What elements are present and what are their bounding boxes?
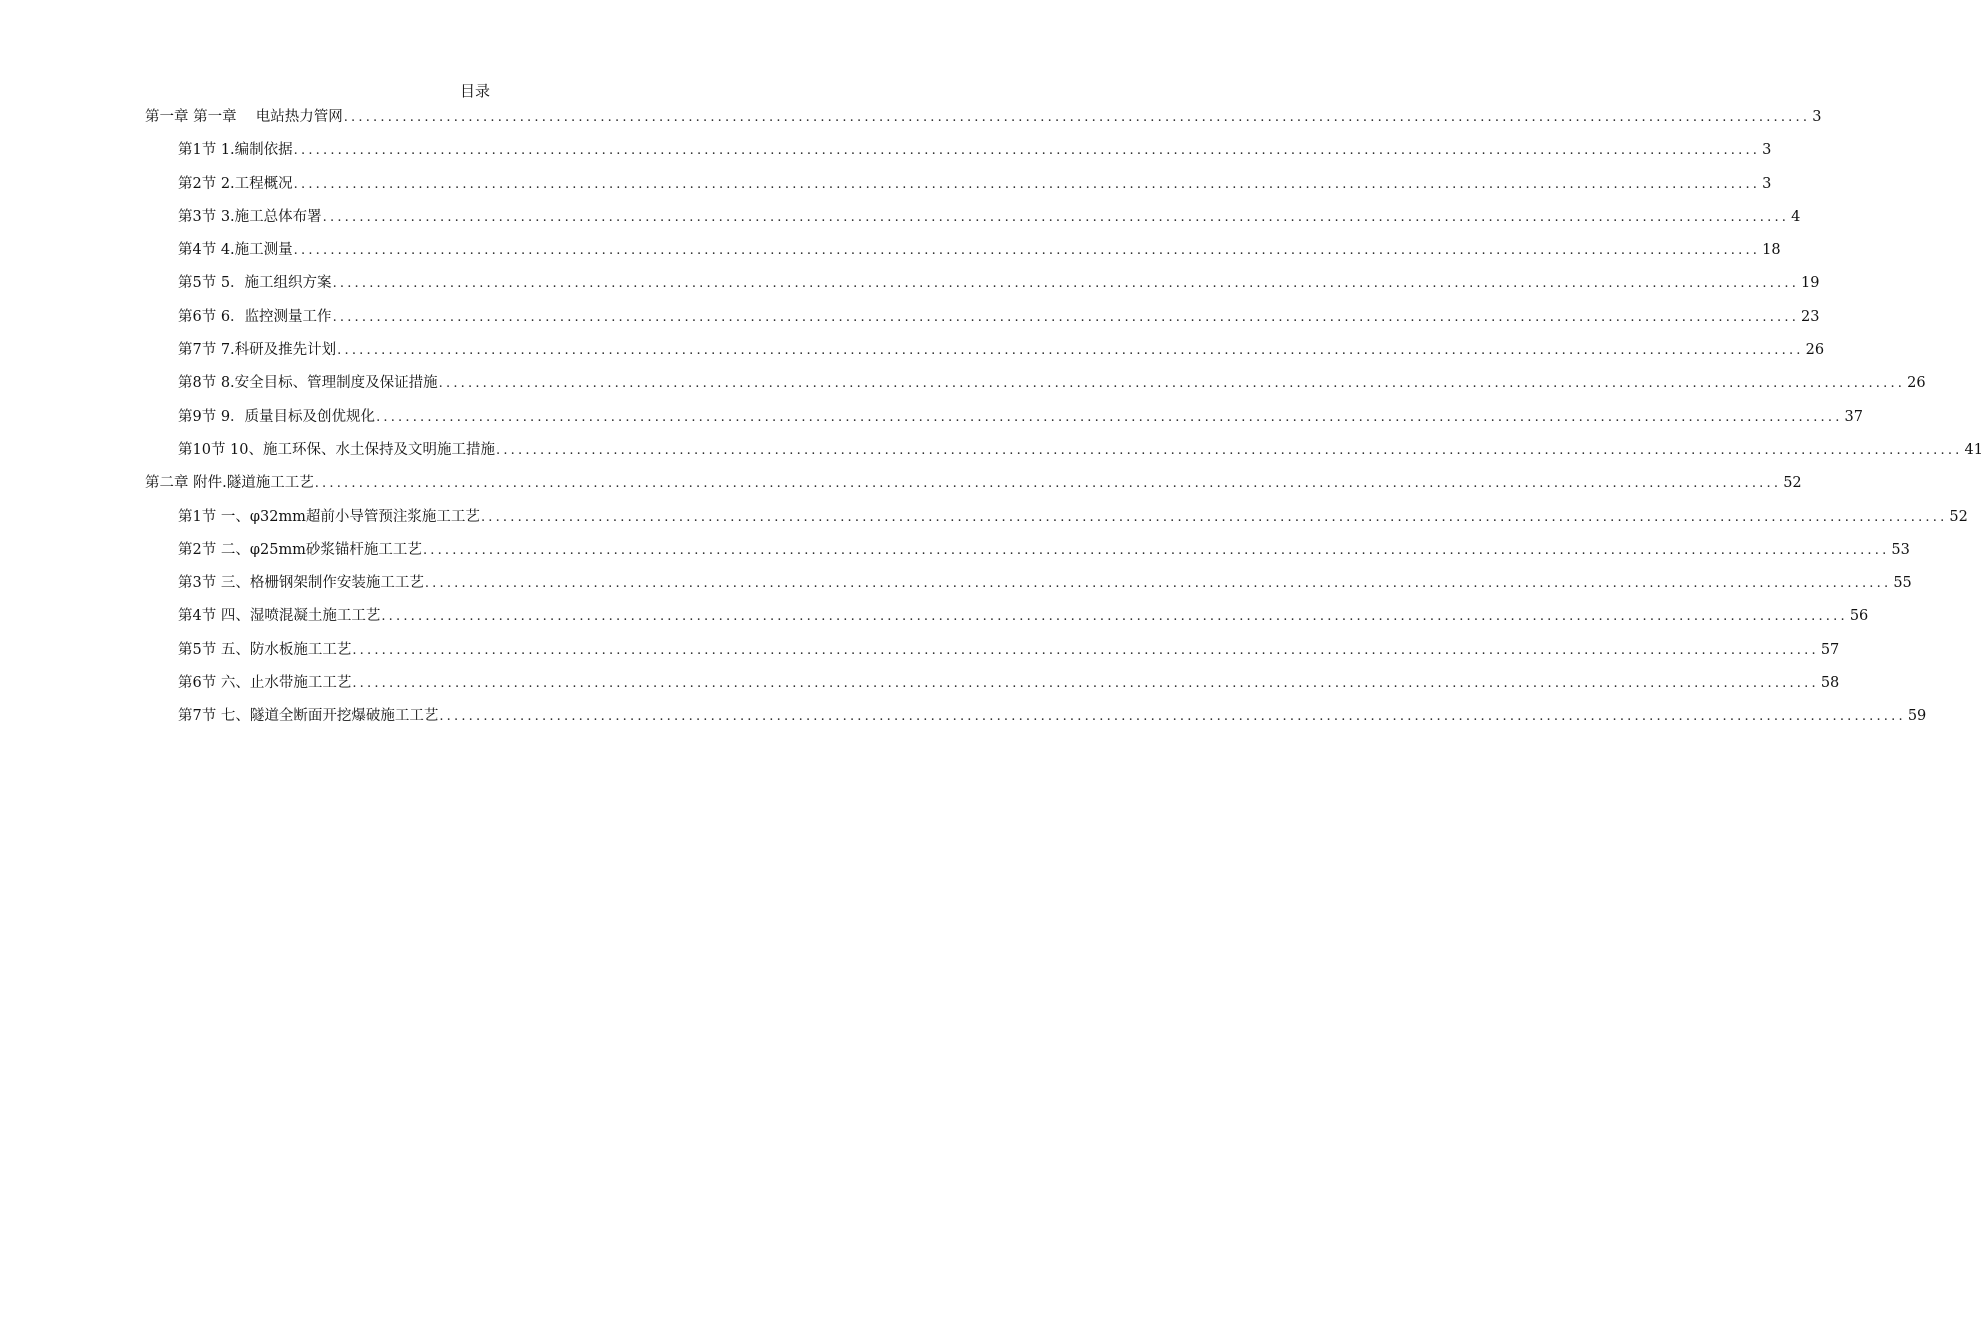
toc-dot-leader: ........................................................................................................................................................................................................: [322, 209, 1790, 225]
toc-page-number: 18: [1762, 242, 1781, 259]
toc-dot-leader: ........................................................................................................................................................................................................: [343, 110, 1811, 125]
toc-dot-leader: ........................................................................................................................................................................................................: [332, 276, 1800, 292]
toc-chapter-entry[interactable]: [145, 470, 1802, 503]
toc-entry-label: 第4节 4.施工测量: [178, 242, 293, 259]
toc-entry-label: 第5节 五、防水板施工工艺: [178, 641, 352, 658]
toc-page-number: 3: [1762, 142, 1772, 159]
toc-page-number: 26: [1805, 342, 1825, 359]
toc-dot-leader: ........................................................................................................................................................................................................: [439, 709, 1906, 725]
toc-dot-leader: ........................................................................................................................................................................................................: [314, 476, 1782, 492]
toc-entry-label: 第7节 七、隧道全断面开挖爆破施工工艺: [178, 708, 439, 725]
toc-page-number: 3: [1812, 109, 1822, 125]
toc-title: 目录: [459, 82, 490, 100]
toc-section-entry[interactable]: [145, 370, 1926, 403]
toc-entry-label: 第2节 2.工程概况: [178, 175, 293, 192]
toc-page-number: 4: [1791, 208, 1801, 225]
toc-entry-label: 第5节 5．施工组织方案: [178, 275, 332, 292]
toc-entry-label: 第1节 一、φ32mm超前小导管预注浆施工工艺: [178, 508, 480, 525]
toc-dot-leader: ........................................................................................................................................................................................................: [352, 676, 1819, 692]
toc-page-number: 23: [1801, 308, 1820, 325]
toc-section-entry[interactable]: [145, 603, 1869, 636]
toc-entry-label: 第6节 六、止水带施工工艺: [178, 675, 352, 692]
toc-entry-label: 第3节 3.施工总体布署: [178, 208, 322, 225]
toc-section-entry[interactable]: [145, 270, 1820, 303]
toc-dot-leader: ........................................................................................................................................................................................................: [424, 576, 1892, 592]
toc-dot-leader: ........................................................................................................................................................................................................: [332, 309, 1800, 325]
toc-page-number: 52: [1949, 508, 1968, 525]
toc-section-entry[interactable]: [145, 637, 1840, 670]
toc-entry-label: 第10节 10、施工环保、水土保持及文明施工措施: [178, 441, 496, 458]
toc-section-entry[interactable]: [145, 504, 1968, 537]
toc-page-number: 41: [1964, 441, 1983, 458]
table-of-contents: [145, 104, 1983, 737]
toc-entry-label: 第一章 第一章 电站热力管网: [145, 109, 343, 125]
toc-entry-label: 第7节 7.科研及推先计划: [178, 342, 337, 359]
toc-entry-label: 第8节 8.安全目标、管理制度及保证措施: [178, 375, 438, 392]
toc-section-entry[interactable]: [145, 337, 1825, 370]
toc-entry-label: 第1节 1.编制依据: [178, 142, 293, 159]
toc-dot-leader: ........................................................................................................................................................................................................: [293, 243, 1761, 259]
toc-page-number: 55: [1893, 575, 1912, 592]
toc-section-entry[interactable]: [145, 670, 1840, 703]
toc-dot-leader: ........................................................................................................................................................................................................: [337, 343, 1804, 359]
toc-dot-leader: ........................................................................................................................................................................................................: [496, 442, 1963, 458]
toc-section-entry[interactable]: [145, 171, 1772, 204]
toc-dot-leader: ........................................................................................................................................................................................................: [422, 542, 1890, 558]
toc-dot-leader: ........................................................................................................................................................................................................: [376, 409, 1843, 425]
toc-dot-leader: ........................................................................................................................................................................................................: [438, 376, 1906, 392]
toc-section-entry[interactable]: [145, 304, 1820, 337]
toc-page-number: 26: [1907, 375, 1926, 392]
toc-page-number: 57: [1820, 641, 1840, 658]
toc-entry-label: 第6节 6．监控测量工作: [178, 308, 332, 325]
toc-page-number: 53: [1891, 541, 1910, 558]
toc-section-entry[interactable]: [145, 437, 1983, 470]
toc-page-number: 58: [1820, 675, 1840, 692]
toc-dot-leader: ........................................................................................................................................................................................................: [352, 642, 1819, 658]
toc-dot-leader: ........................................................................................................................................................................................................: [480, 509, 1948, 525]
toc-section-entry[interactable]: [145, 237, 1781, 270]
toc-dot-leader: ........................................................................................................................................................................................................: [293, 143, 1761, 159]
toc-page-number: 59: [1907, 708, 1927, 725]
toc-section-entry[interactable]: [145, 204, 1801, 237]
toc-page-number: 56: [1849, 608, 1869, 625]
toc-section-entry[interactable]: [145, 570, 1912, 603]
toc-page-number: 3: [1762, 175, 1772, 192]
toc-section-entry[interactable]: [145, 703, 1927, 736]
toc-page-number: 37: [1844, 408, 1863, 425]
toc-page-number: 19: [1801, 275, 1820, 292]
toc-dot-leader: ........................................................................................................................................................................................................: [293, 176, 1761, 192]
toc-page-number: 52: [1783, 475, 1802, 492]
toc-section-entry[interactable]: [145, 537, 1910, 570]
toc-entry-label: 第3节 三、格栅钢架制作安装施工工艺: [178, 575, 424, 592]
toc-section-entry[interactable]: [145, 404, 1863, 437]
toc-entry-label: 第4节 四、湿喷混凝土施工工艺: [178, 608, 381, 625]
toc-entry-label: 第9节 9．质量目标及创优规化: [178, 408, 376, 425]
toc-section-entry[interactable]: [145, 137, 1772, 170]
toc-entry-label: 第二章 附件.隧道施工工艺: [145, 475, 314, 492]
toc-dot-leader: ........................................................................................................................................................................................................: [381, 609, 1848, 625]
toc-entry-label: 第2节 二、φ25mm砂浆锚杆施工工艺: [178, 541, 422, 558]
toc-chapter-entry[interactable]: [145, 104, 1822, 137]
